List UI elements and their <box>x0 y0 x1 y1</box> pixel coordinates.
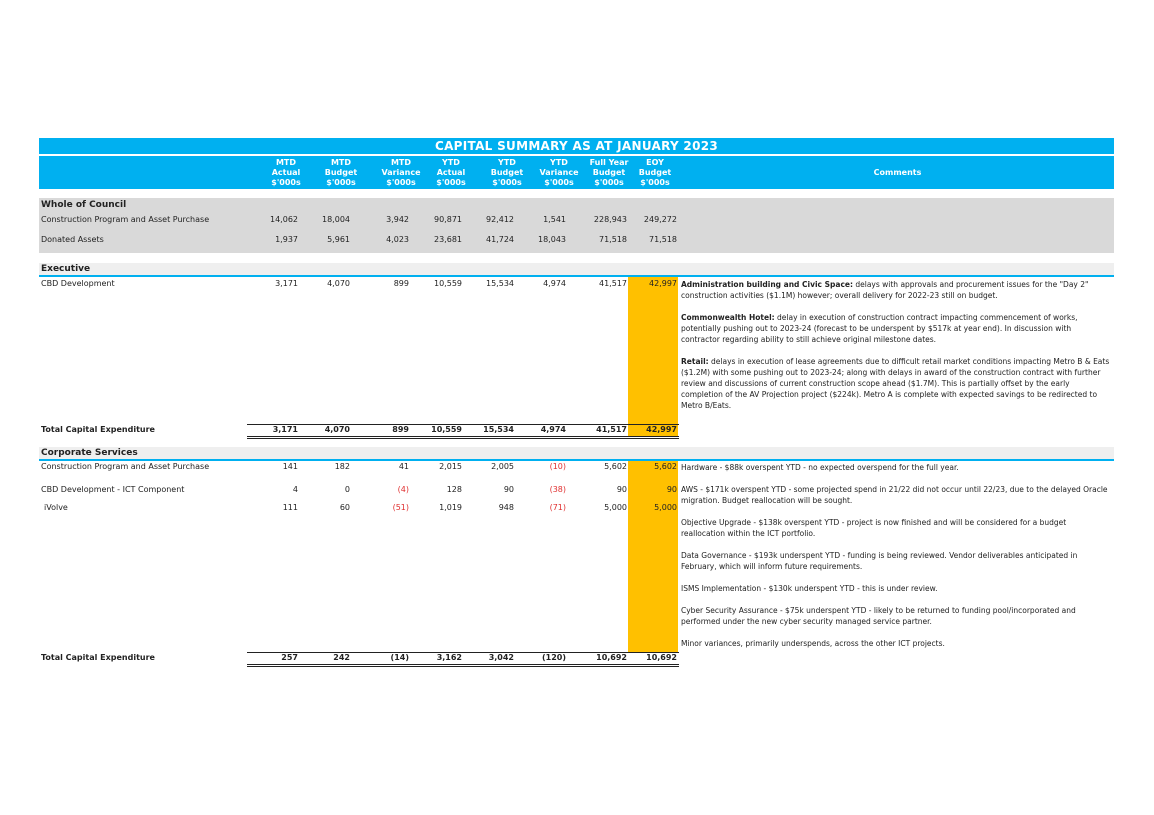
ytd-budget-cell: 948 <box>498 503 514 512</box>
table-row <box>39 214 679 226</box>
header-ytd-variance: YTD Variance $'000s <box>539 158 579 187</box>
ytd-variance-cell: (10) <box>549 462 566 471</box>
row-label: Total Capital Expenditure <box>41 653 155 662</box>
mtd-actual-cell: 141 <box>282 462 298 471</box>
mtd-variance-cell: 4,023 <box>386 235 409 244</box>
mtd-actual-cell: 1,937 <box>275 235 298 244</box>
table-row <box>39 234 679 246</box>
section-title-whole-council: Whole of Council <box>41 200 127 210</box>
total-double-rule <box>247 438 679 439</box>
comment-isms: ISMS Implementation - $130k underspent YTD - this is under review. <box>681 584 938 593</box>
column-header-row <box>39 156 1114 189</box>
executive-section-band <box>39 263 1114 275</box>
mtd-budget-cell: 60 <box>339 503 350 512</box>
eoy-budget-cell: 5,602 <box>654 462 677 471</box>
sheet-title: CAPITAL SUMMARY AS AT JANUARY 2023 <box>39 138 1114 154</box>
total-top-rule <box>247 652 679 653</box>
ytd-actual-cell: 10,559 <box>434 279 462 288</box>
total-row <box>39 652 679 664</box>
table-row <box>39 484 679 496</box>
mtd-budget-cell: 18,004 <box>322 215 350 224</box>
mtd-budget-cell: 4,070 <box>327 279 350 288</box>
mtd-actual-cell: 111 <box>282 503 298 512</box>
full-year-budget-cell: 10,692 <box>596 653 627 662</box>
full-year-budget-cell: 228,943 <box>593 215 627 224</box>
mtd-variance-cell: (4) <box>397 485 409 494</box>
section-title-corporate: Corporate Services <box>41 448 138 458</box>
mtd-budget-cell: 4,070 <box>324 425 350 434</box>
ytd-budget-cell: 2,005 <box>491 462 514 471</box>
ytd-actual-cell: 1,019 <box>439 503 462 512</box>
full-year-budget-cell: 71,518 <box>599 235 627 244</box>
total-top-rule <box>247 424 679 425</box>
eoy-budget-cell: 249,272 <box>643 215 677 224</box>
eoy-budget-cell: 10,692 <box>646 653 677 662</box>
comment-retail: Retail: delays in execution of lease agreements due to difficult retail market conditions impacting Metro B & Eats ($1.2M) with some pushing out to 2023-24; along with delays in award of the construction contract with further review and discussions of current construction scope ahead ($1.7M). This is partially offset by the early completion of the AV Projection project ($224k). Metro A is complete with expected savings to be redirected to Metro B/Eats. <box>681 357 1110 410</box>
row-label: Construction Program and Asset Purchase <box>41 215 210 224</box>
ytd-budget-cell: 15,534 <box>483 425 514 434</box>
ytd-variance-cell: 4,974 <box>543 279 566 288</box>
ytd-actual-cell: 10,559 <box>431 425 462 434</box>
mtd-variance-cell: 41 <box>398 462 409 471</box>
comment-objective-upgrade: Objective Upgrade - $138k overspent YTD - project is now finished and will be considered for a budget reallocation within the ICT portfolio. <box>681 518 1067 538</box>
ytd-budget-cell: 92,412 <box>486 215 514 224</box>
table-row <box>39 461 679 473</box>
eoy-highlight-column <box>628 277 678 437</box>
mtd-budget-cell: 182 <box>334 462 350 471</box>
total-double-rule <box>247 666 679 667</box>
mtd-variance-cell: (51) <box>392 503 409 512</box>
header-comments: Comments <box>873 168 922 177</box>
mtd-variance-cell: (14) <box>390 653 409 662</box>
ytd-actual-cell: 128 <box>446 485 462 494</box>
ytd-budget-cell: 3,042 <box>488 653 514 662</box>
row-label: Construction Program and Asset Purchase <box>41 462 210 471</box>
mtd-budget-cell: 5,961 <box>327 235 350 244</box>
header-full-year-budget: Full Year Budget $'000s <box>589 158 629 187</box>
ytd-actual-cell: 23,681 <box>434 235 462 244</box>
ytd-budget-cell: 15,534 <box>486 279 514 288</box>
comment-aws: AWS - $171k overspent YTD - some projected spend in 21/22 did not occur until 22/23, due to the delayed Oracle migration. Budget reallocation will be sought. <box>681 485 1108 505</box>
corporate-section-band <box>39 447 1114 459</box>
row-label: CBD Development - ICT Component <box>41 485 185 494</box>
mtd-budget-cell: 242 <box>333 653 350 662</box>
mtd-budget-cell: 0 <box>344 485 350 494</box>
ytd-actual-cell: 3,162 <box>436 653 462 662</box>
ytd-variance-cell: (120) <box>541 653 566 662</box>
table-row <box>39 502 679 514</box>
total-double-rule <box>247 436 679 437</box>
total-row <box>39 424 679 436</box>
ytd-budget-cell: 41,724 <box>486 235 514 244</box>
ytd-actual-cell: 2,015 <box>439 462 462 471</box>
row-label: iVolve <box>44 503 68 512</box>
comment-hardware: Hardware - $88k overspent YTD - no expected overspend for the full year. <box>681 463 959 472</box>
header-ytd-actual: YTD Actual $'000s <box>436 158 466 187</box>
comment-minor-variances: Minor variances, primarily underspends, across the other ICT projects. <box>681 639 945 648</box>
table-row <box>39 278 679 290</box>
full-year-budget-cell: 90 <box>616 485 627 494</box>
mtd-actual-cell: 3,171 <box>275 279 298 288</box>
eoy-budget-cell: 90 <box>666 485 677 494</box>
mtd-actual-cell: 257 <box>281 653 298 662</box>
ytd-budget-cell: 90 <box>503 485 514 494</box>
comment-admin-building: Administration building and Civic Space: delays with approvals and procurement issues for the "Day 2" construction activities ($1.1M) however; overall delivery for 2022-23 still on budget. <box>681 280 1089 300</box>
full-year-budget-cell: 5,602 <box>604 462 627 471</box>
mtd-actual-cell: 14,062 <box>270 215 298 224</box>
row-label: CBD Development <box>41 279 115 288</box>
ytd-actual-cell: 90,871 <box>434 215 462 224</box>
eoy-budget-cell: 71,518 <box>649 235 677 244</box>
header-mtd-variance: MTD Variance $'000s <box>381 158 421 187</box>
mtd-variance-cell: 3,942 <box>386 215 409 224</box>
mtd-actual-cell: 3,171 <box>272 425 298 434</box>
ytd-variance-cell: (71) <box>549 503 566 512</box>
ytd-variance-cell: (38) <box>549 485 566 494</box>
ytd-variance-cell: 4,974 <box>540 425 566 434</box>
section-divider <box>39 275 1114 277</box>
header-eoy-budget: EOY Budget $'000s <box>638 158 672 187</box>
full-year-budget-cell: 5,000 <box>604 503 627 512</box>
header-mtd-actual: MTD Actual $'000s <box>271 158 301 187</box>
section-title-executive: Executive <box>41 264 91 274</box>
total-double-rule <box>247 664 679 665</box>
eoy-budget-cell: 42,997 <box>649 279 677 288</box>
mtd-variance-cell: 899 <box>392 425 409 434</box>
mtd-actual-cell: 4 <box>292 485 298 494</box>
header-mtd-budget: MTD Budget $'000s <box>324 158 358 187</box>
full-year-budget-cell: 41,517 <box>599 279 627 288</box>
comment-cyber-security: Cyber Security Assurance - $75k underspent YTD - likely to be returned to funding pool/incorporated and performed under the new cyber security managed service partner. <box>681 606 1076 626</box>
row-label: Donated Assets <box>41 235 104 244</box>
ytd-variance-cell: 18,043 <box>538 235 566 244</box>
comment-commonwealth-hotel: Commonwealth Hotel: delay in execution of construction contract impacting commencement of works, potentially pushing out to 2023-24 (forecast to be underspent by $517k at year end). In discussion with contractor regarding ability to still achieve original milestone dates. <box>681 313 1078 344</box>
comment-data-governance: Data Governance - $193k underspent YTD - funding is being reviewed. Vendor deliverables anticipated in February, which will inform future requirements. <box>681 551 1078 571</box>
row-label: Total Capital Expenditure <box>41 425 155 434</box>
ytd-variance-cell: 1,541 <box>543 215 566 224</box>
full-year-budget-cell: 41,517 <box>596 425 627 434</box>
mtd-variance-cell: 899 <box>393 279 409 288</box>
header-ytd-budget: YTD Budget $'000s <box>490 158 524 187</box>
eoy-budget-cell: 5,000 <box>654 503 677 512</box>
eoy-budget-cell: 42,997 <box>646 425 677 434</box>
